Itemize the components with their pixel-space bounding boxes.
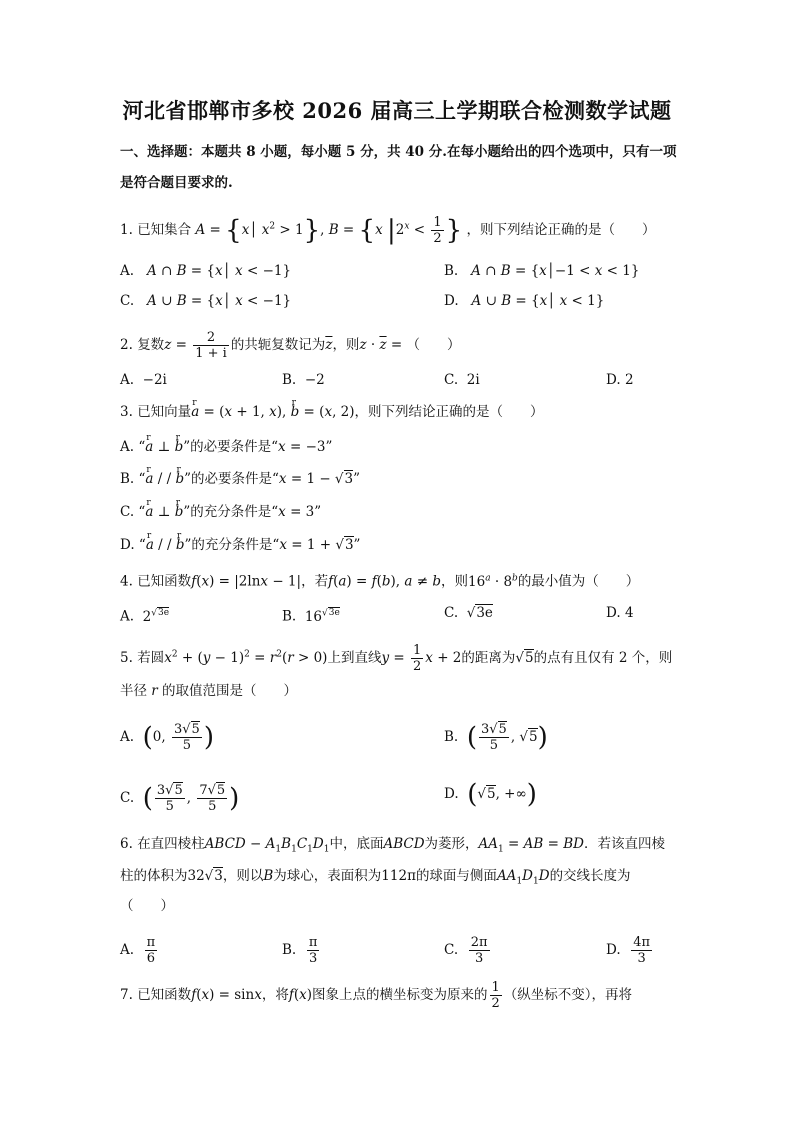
question-number: 4. <box>120 573 133 590</box>
question-text-tail: ，则 <box>332 337 360 353</box>
option-math: $\frac{4\pi}{3}$ <box>633 935 651 966</box>
option-label: C. <box>120 790 135 806</box>
math-function: f(x) = |2lnx − 1| <box>191 573 302 590</box>
q1-option-c[interactable] <box>120 292 291 310</box>
option-label: D. <box>606 942 621 958</box>
question-number: 3. <box>120 404 133 420</box>
q4-option-a[interactable] <box>120 604 169 626</box>
q1-option-a[interactable] <box>120 262 291 280</box>
question-text-mid2: 为菱形， <box>424 836 479 852</box>
question-4-stem <box>120 569 639 591</box>
q6-option-c[interactable] <box>444 935 492 966</box>
q3-option-b[interactable] <box>120 470 360 488</box>
question-2-stem <box>120 330 460 361</box>
math-face: $AA_1D_1D$ <box>496 868 550 887</box>
option-value: −2 <box>304 372 325 388</box>
option-math: A ∩ B = {x│−1 < x < 1} <box>471 263 640 279</box>
question-text-tail: ，则 <box>441 573 469 590</box>
q5-option-a[interactable] <box>120 722 214 753</box>
q1-option-d[interactable] <box>444 292 604 310</box>
question-number: 1. <box>120 222 133 238</box>
option-label: C. “ <box>120 504 146 520</box>
question-text-mid: ，若 <box>301 573 329 590</box>
question-text-mid2: 的距离为 <box>461 650 516 666</box>
math-sin: f(x) = sinx <box>191 987 262 1003</box>
option-label: B. <box>282 372 297 388</box>
question-text: 在直四棱柱 <box>137 836 205 852</box>
option-math: r a ⊥ r b <box>145 504 183 520</box>
option-math-cond: x = 1 − √3” <box>278 471 361 487</box>
question-text-mid: ，则以 <box>222 868 264 884</box>
math-vectors: r a = (x + 1, x), r b = (x, 2) <box>191 404 354 420</box>
option-value: 4 <box>624 605 634 621</box>
option-math: $\frac{2\pi}{3}$ <box>470 935 488 966</box>
math-half: $\frac{1}{2}$ <box>491 980 500 1011</box>
q2-option-d[interactable] <box>606 371 634 389</box>
math-zbar: $\overline{z}$ <box>325 337 333 353</box>
option-math: r a / / r b <box>145 471 184 487</box>
q4-option-c[interactable] <box>444 604 493 622</box>
q2-option-b[interactable] <box>282 371 325 389</box>
question-6-stem-line2 <box>120 867 631 891</box>
question-text: 复数 <box>137 337 165 353</box>
math-z: z = $\frac{2}{1 + i}$ <box>164 330 227 361</box>
math-line: y = $\frac{1}{2}$ x + 2 <box>381 643 462 674</box>
question-number: 7. <box>120 987 133 1003</box>
option-label: A. <box>120 729 135 745</box>
q3-option-c[interactable] <box>120 503 321 521</box>
option-label: C. <box>444 372 459 388</box>
question-text-end: （ ） <box>406 337 461 353</box>
math-b: B <box>263 868 274 884</box>
math-volume: 32√3 <box>187 868 223 884</box>
q1-option-b[interactable] <box>444 262 639 280</box>
option-math: A ∪ B = {x│ x < −1} <box>147 293 292 309</box>
option-label: C. <box>444 605 459 621</box>
question-text-mid: 中，底面 <box>329 836 384 852</box>
question-text-mid: 上到直线 <box>327 650 382 666</box>
option-label: C. <box>120 293 135 309</box>
section-heading-line2: 是符合题目要求的. <box>120 175 233 191</box>
option-text: ”的必要条件是“ <box>183 439 279 455</box>
question-text: 柱的体积为 <box>120 868 188 884</box>
question-number: 6. <box>120 836 133 852</box>
option-math: $\frac{\pi}{6}$ <box>146 935 156 966</box>
option-label: D. <box>444 786 459 802</box>
option-math: A ∩ B = {x│ x < −1} <box>146 263 292 279</box>
math-product: $z \cdot \overline{z}$ = <box>359 337 407 353</box>
math-circle: $x^2 + (y - 1)^2 = r^2(r > 0)$ <box>164 649 328 666</box>
question-6-stem <box>120 835 665 859</box>
option-label: D. <box>444 293 459 309</box>
question-text-mid2: 为球心，表面积为 <box>273 868 382 884</box>
option-text: ”的必要条件是“ <box>184 471 279 487</box>
question-3-stem <box>120 403 544 421</box>
option-label: B. <box>282 942 297 958</box>
option-math: r a / / r b <box>146 537 185 553</box>
option-label: B. <box>444 729 459 745</box>
question-text-mid: 的共轭复数记为 <box>230 337 326 353</box>
question-text-tail: ．若该直四棱 <box>584 836 665 852</box>
question-text: 已知函数 <box>137 987 192 1003</box>
math-r: r <box>147 683 163 699</box>
q5-option-b[interactable] <box>444 722 548 753</box>
option-value: 2 <box>624 372 634 388</box>
question-text-tail: 的点有且仅有 2 个，则 <box>533 650 673 666</box>
option-label: B. <box>282 608 297 625</box>
question-5-stem-line2 <box>120 682 297 700</box>
option-math: (√5, +∞) <box>467 779 537 810</box>
math-equal: $AA_1$ = AB = BD <box>478 836 584 855</box>
page-title: 河北省邯郸市多校 2026 届高三上学期联合检测数学试题 <box>122 98 672 123</box>
math-area: 112π <box>381 868 416 884</box>
q5-option-c[interactable] <box>120 783 239 814</box>
q2-option-a[interactable] <box>120 371 167 389</box>
option-text: ”的充分条件是“ <box>183 504 279 520</box>
option-math-cond: x = 3” <box>278 504 322 520</box>
q3-option-a[interactable] <box>120 438 332 456</box>
question-number: 2. <box>120 337 133 353</box>
question-text-mid: ，将 <box>261 987 289 1003</box>
math-set-a: A = {x│ $x^2 > 1$}, B = {x $|2^x$ < $\frac{1}{2}$ } <box>195 215 463 246</box>
option-math: $\frac{\pi}{3}$ <box>308 935 318 966</box>
option-label: D. <box>606 372 621 388</box>
math-expression: $16^a \cdot 8^b$ <box>468 573 518 590</box>
question-7-stem <box>120 980 632 1011</box>
question-text: 已知集合 <box>137 222 192 238</box>
option-label: C. <box>444 942 459 958</box>
question-number: 5. <box>120 650 133 666</box>
question-text-mid2: 图象上点的横坐标变为原来的 <box>312 987 488 1003</box>
option-math: ( $\frac{3√5}{5}$ , $\frac{7√5}{5}$ ) <box>142 783 240 814</box>
q6-option-a[interactable] <box>120 935 159 966</box>
option-label: B. <box>444 263 459 279</box>
question-text-end: 的最小值为（ ） <box>517 573 640 590</box>
option-math-cond: x = −3” <box>278 439 333 455</box>
question-text-tail: ，则下列结论正确的是（ ） <box>354 404 544 420</box>
option-text: ”的充分条件是“ <box>184 537 280 553</box>
option-label: B. “ <box>120 471 146 487</box>
question-text: 半径 <box>120 683 147 699</box>
q4-option-d[interactable] <box>606 604 634 622</box>
option-label: A. <box>120 263 135 279</box>
q4-option-b[interactable] <box>282 604 340 626</box>
question-text-tail: 的交线长度为 <box>549 868 631 884</box>
question-text-mid3: 的球面与侧面 <box>415 868 497 884</box>
math-base: ABCD <box>383 836 425 852</box>
option-math: ( $\frac{3√5}{5}$ , √5) <box>466 722 548 753</box>
question-text-tail: 的取值范围是（ ） <box>162 683 298 699</box>
question-text: 已知向量 <box>137 404 192 420</box>
q3-option-d[interactable] <box>120 536 360 554</box>
option-label: D. “ <box>120 537 146 553</box>
question-5-stem <box>120 643 672 674</box>
q6-option-d[interactable] <box>606 935 654 966</box>
math-condition: f(a) = f(b), a ≠ b <box>328 573 442 590</box>
option-label: A. <box>120 608 135 625</box>
q5-option-d[interactable] <box>444 779 537 810</box>
option-math: A ∪ B = {x│ x < 1} <box>471 293 605 309</box>
question-1-stem <box>120 215 655 246</box>
option-label: A. <box>120 372 135 388</box>
option-math: √3e <box>466 605 493 621</box>
option-math: $16^{√3e}$ <box>304 608 340 625</box>
question-6-stem-line3: （ ） <box>120 898 174 914</box>
math-fx: f(x) <box>288 987 313 1003</box>
option-math: (0, $\frac{3√5}{5}$ ) <box>142 722 214 753</box>
math-prism: ABCD − $A_1B_1C_1D_1$ <box>204 836 330 855</box>
question-text-tail: （纵坐标不变），再将 <box>503 987 633 1003</box>
option-math-cond: x = 1 + √3” <box>279 537 361 553</box>
q2-option-c[interactable] <box>444 371 480 389</box>
option-math: r a ⊥ r b <box>145 439 183 455</box>
section-heading-line1: 一、选择题：本题共 8 小题，每小题 5 分，共 40 分.在每小题给出的四个选项中，只有一项 <box>120 144 677 160</box>
question-text-tail: ，则下列结论正确的是（ ） <box>466 222 656 238</box>
option-value: 2i <box>466 372 480 388</box>
q6-option-b[interactable] <box>282 935 321 966</box>
math-distance: √5 <box>515 650 534 666</box>
option-label: D. <box>606 605 621 621</box>
option-value: −2i <box>142 372 167 388</box>
option-label: A. <box>120 942 135 958</box>
question-text: 若圆 <box>137 650 165 666</box>
option-math: $2^{√3e}$ <box>142 608 170 625</box>
option-label: A. “ <box>120 439 146 455</box>
question-text: 已知函数 <box>137 573 192 590</box>
